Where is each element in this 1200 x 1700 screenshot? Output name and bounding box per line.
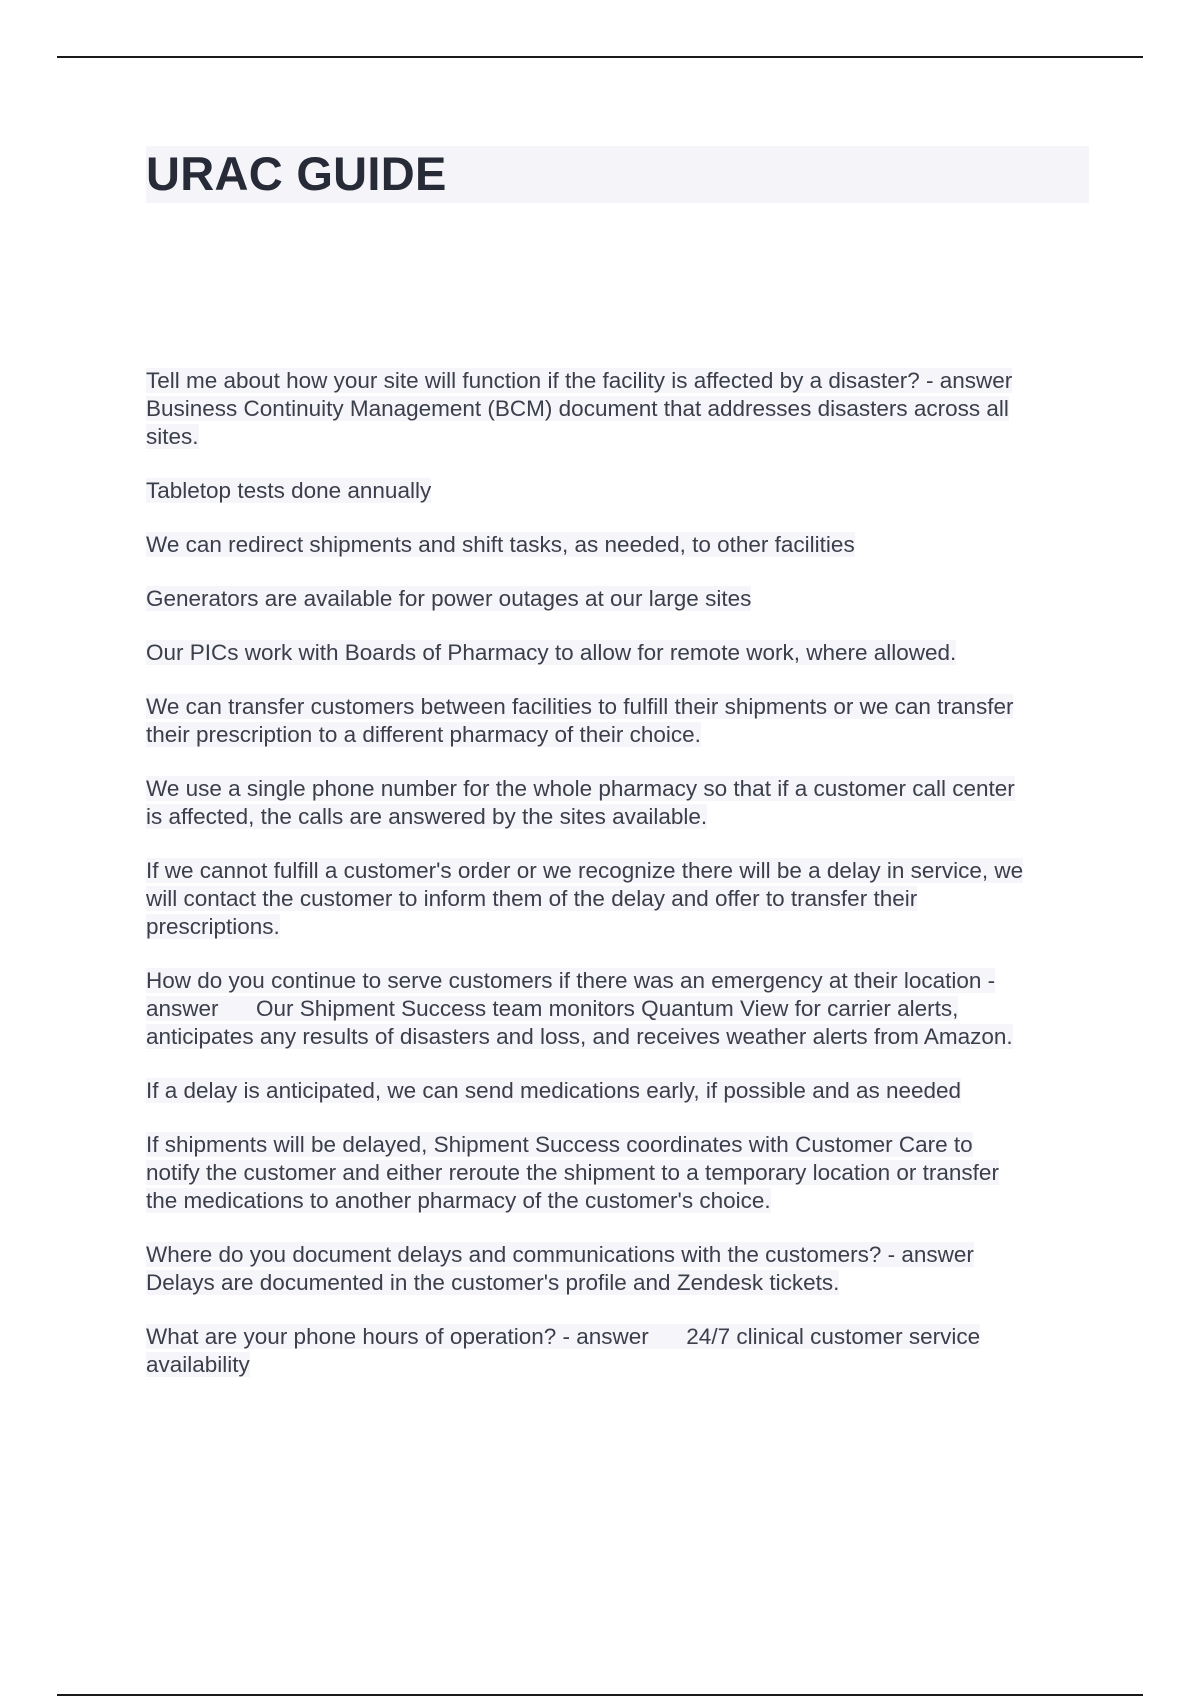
paragraph-text: If we cannot fulfill a customer's order or we recognize there will be a delay in service, we will contact the customer to inform them of the delay and offer to transfer their prescriptions. [146,858,1024,939]
document-body [146,367,1096,1405]
paragraph-text: If a delay is anticipated, we can send medications early, if possible and as needed [146,1078,962,1103]
paragraph-text: How do you continue to serve customers if there was an emergency at their location - answer Our Shipment Success team monitors Quantum View for carrier alerts, anticipates any results of disasters and loss, and receives weather alerts from Amazon. [146,968,1013,1049]
paragraph-phone-hours [146,1323,1096,1379]
paragraph-text: We can transfer customers between facilities to fulfill their shipments or we can transfer their prescription to a different pharmacy of their choice. [146,694,1014,747]
footer-rule [57,1694,1143,1696]
paragraph-disaster-function [146,367,1096,451]
document-title: URAC GUIDE [146,147,447,200]
paragraph-single-phone-number [146,775,1096,831]
paragraph-text: Our PICs work with Boards of Pharmacy to allow for remote work, where allowed. [146,640,957,665]
paragraph-send-early [146,1077,1096,1105]
paragraph-tabletop-tests [146,477,1096,505]
paragraph-shipment-delayed [146,1131,1096,1215]
paragraph-text: Where do you document delays and communications with the customers? - answer Delays are documented in the customer's profile and Zendesk tickets. [146,1242,974,1295]
paragraph-emergency-service [146,967,1096,1051]
paragraph-text: Generators are available for power outages at our large sites [146,586,752,611]
paragraph-pics-remote-work [146,639,1096,667]
paragraph-text: Tabletop tests done annually [146,478,432,503]
paragraph-generators [146,585,1096,613]
paragraph-redirect-shipments [146,531,1096,559]
paragraph-text: We use a single phone number for the whole pharmacy so that if a customer call center is affected, the calls are answered by the sites available. [146,776,1015,829]
paragraph-transfer-customers [146,693,1096,749]
paragraph-text: Tell me about how your site will function if the facility is affected by a disaster? - answer Business Continuity Management (BCM) document that addresses disasters across all sites. [146,368,1013,449]
header-rule [57,56,1143,58]
paragraph-text: We can redirect shipments and shift tasks, as needed, to other facilities [146,532,855,557]
paragraph-text: If shipments will be delayed, Shipment Success coordinates with Customer Care to notify the customer and either reroute the shipment to a temporary location or transfer the medications to another pharmacy of the customer's choice. [146,1132,999,1213]
paragraph-delay-contact [146,857,1096,941]
paragraph-text: What are your phone hours of operation? - answer 24/7 clinical customer service availability [146,1324,981,1377]
paragraph-document-delays [146,1241,1096,1297]
